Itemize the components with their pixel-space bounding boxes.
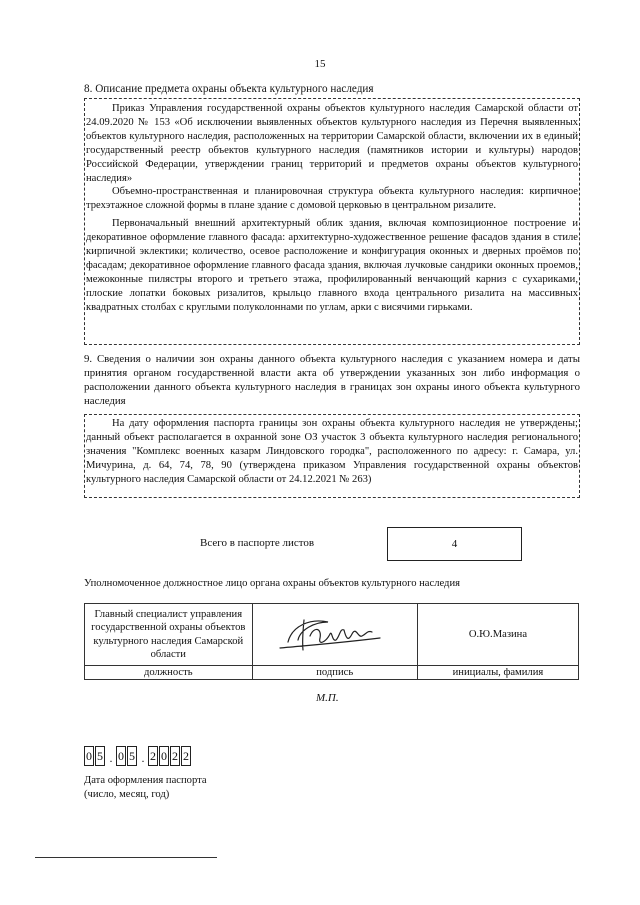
section-8-title: 8. Описание предмета охраны объекта культурного наследия <box>84 83 374 95</box>
date-day-digit: 0 <box>84 746 94 766</box>
section-8-paragraph-1: Приказ Управления государственной охраны объектов культурного наследия Самарской области от 24.09.2020 № 153 «Об исключении выявленных объектов культурного наследия из Перечня выявленных объектов культурного наследия, расположенных на территории Самарской области, включении их в единый государственный реестр объектов культурного наследия (памятников истории и культуры) народов Российской Федерации, утверждении границ территорий и предметов охраны объектов культурного наследия» <box>86 103 578 184</box>
sheets-count-value: 4 <box>387 527 522 561</box>
date-year-digit: 2 <box>181 746 191 766</box>
date-day-digit: 5 <box>95 746 105 766</box>
date-caption-line-1: Дата оформления паспорта <box>84 775 207 786</box>
signature-cell <box>252 604 417 666</box>
official-heading: Уполномоченное должностное лицо органа охраны объектов культурного наследия <box>84 578 460 589</box>
official-position: Главный специалист управления государственной охраны объектов культурного наследия Самарской области <box>85 604 253 666</box>
date-month-digit: 5 <box>127 746 137 766</box>
section-9-box <box>84 414 580 498</box>
footnote-divider <box>35 857 217 858</box>
col-label-position: должность <box>85 666 253 680</box>
date-month-digit: 0 <box>116 746 126 766</box>
stamp-label: М.П. <box>316 692 339 704</box>
col-label-signature: подпись <box>252 666 417 680</box>
page-number: 15 <box>314 58 326 70</box>
official-table <box>84 603 579 680</box>
section-8-paragraph-3: Первоначальный внешний архитектурный облик здания, включая композиционное построение и декоративное оформление главного фасада: архитектурно-художественное решение фасадов здания в стиле кирпичной эклектики; количество, осевое расположение и конфигурация оконных и дверных проёмов по фасадам; декоративное оформление главного фасада здания, включая лучковые сандрики оконных проемов, межоконные пилястры второго и третьего этажа, профилированный венчающий карниз с сухариками, плоские лопатки боковых ризалитов, крыльцо главного входа центрального ризалита на массивных квадратных столбах с круглыми полуколоннами по углам, арки с висячими гирьками. <box>86 218 578 313</box>
section-9-paragraph: На дату оформления паспорта границы зон охраны объекта культурного наследия не утверждены; данный объект располагается в охранной зоне ОЗ участок 3 объекта культурного наследия регионального значения "Комплекс военных казарм Линдовского городка", расположенного по адресу: г. Самара, ул. Мичурина, д. 64, 74, 78, 90 (утверждена приказом Управления государственной охраны объектов культурного наследия Самарской области от 24.12.2021 № 263) <box>86 418 578 485</box>
date-year-digit: 2 <box>148 746 158 766</box>
section-8-paragraph-2: Объемно-пространственная и планировочная структура объекта культурного наследия: кирпичное трехэтажное сложной формы в плане здание с домовой церковью в центральном ризалите. <box>86 186 578 212</box>
date-caption <box>84 774 207 802</box>
date-year-digit: 0 <box>159 746 169 766</box>
date-caption-line-2: (число, месяц, год) <box>84 789 170 800</box>
signature-image <box>270 608 400 658</box>
section-8-box <box>84 98 580 345</box>
date-year-digit: 2 <box>170 746 180 766</box>
date-boxes <box>84 746 192 766</box>
col-label-name: инициалы, фамилия <box>417 666 578 680</box>
official-name: О.Ю.Мазина <box>417 604 578 666</box>
sheets-count-label: Всего в паспорте листов <box>200 537 315 549</box>
date-separator: . <box>109 751 113 765</box>
section-9-title: 9. Сведения о наличии зон охраны данного объекта культурного наследия с указанием номера и даты принятия органом государственной власти акта об утверждении указанных зон либо информация о расположении данного объекта культурного наследия в границах зон охраны иного объекта культурного наследия <box>84 353 580 407</box>
date-separator: . <box>141 751 145 765</box>
